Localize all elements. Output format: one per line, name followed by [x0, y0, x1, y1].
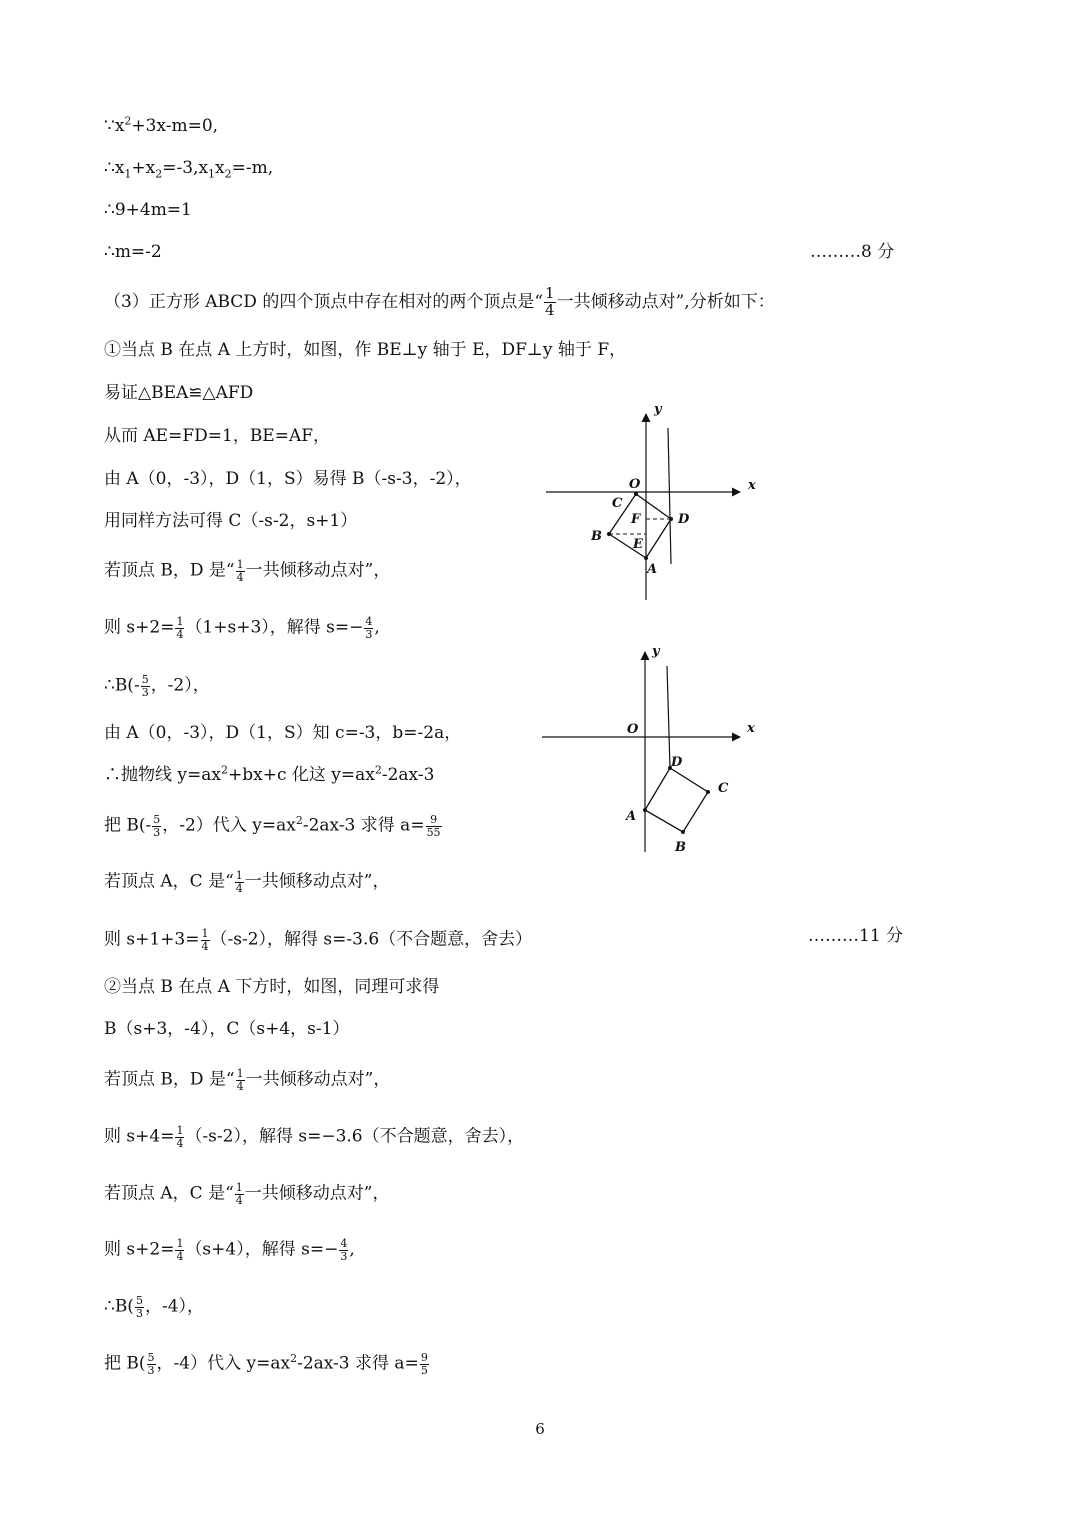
fraction-one-fourth: $\frac{1}{4}$: [176, 615, 184, 641]
point-a: [643, 808, 647, 812]
line-solve-s3: 则 s+4= $\frac{1}{4}$ （-s-2），解得 s=−3.6（不合题意，舍去），: [104, 1124, 525, 1150]
line-m-equals: ∴m=-2: [104, 242, 162, 262]
vertical-line: [667, 666, 670, 768]
line-case2-intro: ②当点 B 在点 A 下方时，如图，同理可求得: [104, 977, 440, 997]
score-11: ………11 分: [808, 926, 904, 946]
label-x: x: [747, 721, 755, 736]
fraction-nine-fifths: $\frac{9}{5}$: [420, 1351, 428, 1377]
label-d: D: [671, 755, 683, 770]
label-a: A: [647, 562, 658, 577]
fraction-one-fourth: $\frac{1}{4}$: [236, 1067, 244, 1093]
point-b: [607, 532, 611, 536]
fraction-five-thirds: $\frac{5}{3}$: [147, 1351, 155, 1377]
line-b-coords: ∴B(- $\frac{5}{3}$ ，-2），: [104, 673, 210, 699]
line-vieta-sums: $\therefore x_1+x_2=-3,x_1x_2=-m$,: [104, 158, 274, 181]
line-part3-intro: （3）正方形 ABCD 的四个顶点中存在相对的两个顶点是“ $\frac{1}{4}$ 一共倾移动点对”,分析如下：: [104, 284, 775, 319]
label-x: x: [748, 478, 756, 493]
point-c: [706, 790, 710, 794]
fraction-one-fourth: $\frac{1}{4}$: [235, 1181, 243, 1207]
line-9-plus-4m: ∴9+4m=1: [104, 200, 192, 220]
fraction-one-fourth: $\frac{1}{4}$: [201, 927, 209, 953]
fraction-one-fourth: $\frac{1}{4}$: [176, 1237, 184, 1263]
label-e: E: [633, 537, 643, 552]
line-solve-s2: 则 s+1+3= $\frac{1}{4}$ （-s-2），解得 s=-3.6（不合题意，舍去）: [104, 927, 533, 953]
line-solve-a2: 把 B( $\frac{5}{3}$ ，-4）代入 $y=ax^2-2ax-3$ 求得 a= $\frac{9}{5}$: [104, 1351, 428, 1377]
fraction-one-fourth: $\frac{1}{4}$: [236, 558, 244, 584]
line-vieta-equation: $\because x^2+3x-m=0$,: [104, 114, 219, 136]
fraction-one-fourth: $\frac{1}{4}$: [235, 869, 243, 895]
line-point-b: 由 A（0，-3），D（1，S）易得 B（-s-3，-2），: [104, 469, 472, 489]
line-case2-bc: B（s+3，-4），C（s+4，s-1）: [104, 1019, 350, 1039]
label-c: C: [612, 496, 623, 511]
label-o: O: [627, 722, 639, 737]
fraction-four-thirds: $\frac{4}{3}$: [365, 615, 373, 641]
line-point-c: 用同样方法可得 C（-s-2，s+1）: [104, 511, 358, 531]
line-ac-pair-2: 若顶点 A，C 是“ $\frac{1}{4}$ 一共倾移动点对”，: [104, 1181, 390, 1207]
line-ae-fd: 从而 AE=FD=1，BE=AF，: [104, 426, 331, 446]
square-abcd: [645, 768, 708, 832]
fraction-one-fourth: $\frac{1}{4}$: [176, 1124, 184, 1150]
line-bd-pair-2: 若顶点 B，D 是“ $\frac{1}{4}$ 一共倾移动点对”，: [104, 1067, 391, 1093]
label-d: D: [678, 512, 690, 527]
page-number: 6: [535, 1420, 545, 1438]
fraction-five-thirds: $\frac{5}{3}$: [153, 813, 161, 839]
score-8: ………8 分: [810, 242, 895, 262]
point-d: [669, 517, 673, 521]
label-a: A: [626, 809, 637, 824]
line-congruence: 易证△BEA≌△AFD: [104, 383, 254, 403]
label-f: F: [631, 512, 641, 527]
line-case1-intro: ①当点 B 在点 A 上方时，如图，作 BE⊥y 轴于 E，DF⊥y 轴于 F，: [104, 340, 627, 360]
fraction-five-thirds: $\frac{5}{3}$: [141, 673, 149, 699]
fraction-one-fourth: $\frac{1}{4}$: [545, 284, 555, 319]
line-solve-a1: 把 B(- $\frac{5}{3}$ ，-2）代入 $y=ax^2-2ax-3$ 求得 a= $\frac{9}{55}$: [104, 813, 441, 839]
line-parabola: ∴抛物线 $y=ax^2+bx+c$ 化这 $y=ax^2-2ax-3$: [104, 763, 435, 785]
line-ac-pair: 若顶点 A，C 是“ $\frac{1}{4}$ 一共倾移动点对”，: [104, 869, 390, 895]
label-y: y: [652, 644, 660, 659]
fraction-nine-fiftyfifths: $\frac{9}{55}$: [426, 813, 441, 839]
label-o: O: [629, 477, 641, 492]
label-c: C: [718, 781, 729, 796]
figure-case1-diagram: [540, 400, 770, 605]
line-solve-s4: 则 s+2= $\frac{1}{4}$ （s+4），解得 s=− $\frac{4}{3}$ ,: [104, 1237, 355, 1263]
fraction-four-thirds: $\frac{4}{3}$: [340, 1237, 348, 1263]
fraction-five-thirds: $\frac{5}{3}$: [135, 1294, 143, 1320]
label-b: B: [591, 529, 602, 544]
point-c: [634, 492, 638, 496]
label-y: y: [654, 402, 662, 417]
point-b: [681, 830, 685, 834]
line-c-b-values: 由 A（0，-3），D（1，S）知 c=-3，b=-2a，: [104, 723, 462, 743]
point-a: [644, 556, 648, 560]
line-bd-pair: 若顶点 B，D 是“ $\frac{1}{4}$ 一共倾移动点对”，: [104, 558, 391, 584]
line-solve-s1: 则 s+2= $\frac{1}{4}$ （1+s+3），解得 s=− $\frac{4}{3}$ ,: [104, 615, 380, 641]
vertical-line: [668, 428, 671, 564]
figure-case2-diagram: [538, 640, 768, 860]
label-b: B: [675, 840, 686, 855]
line-b-coords-2: ∴B( $\frac{5}{3}$ ，-4），: [104, 1294, 205, 1320]
